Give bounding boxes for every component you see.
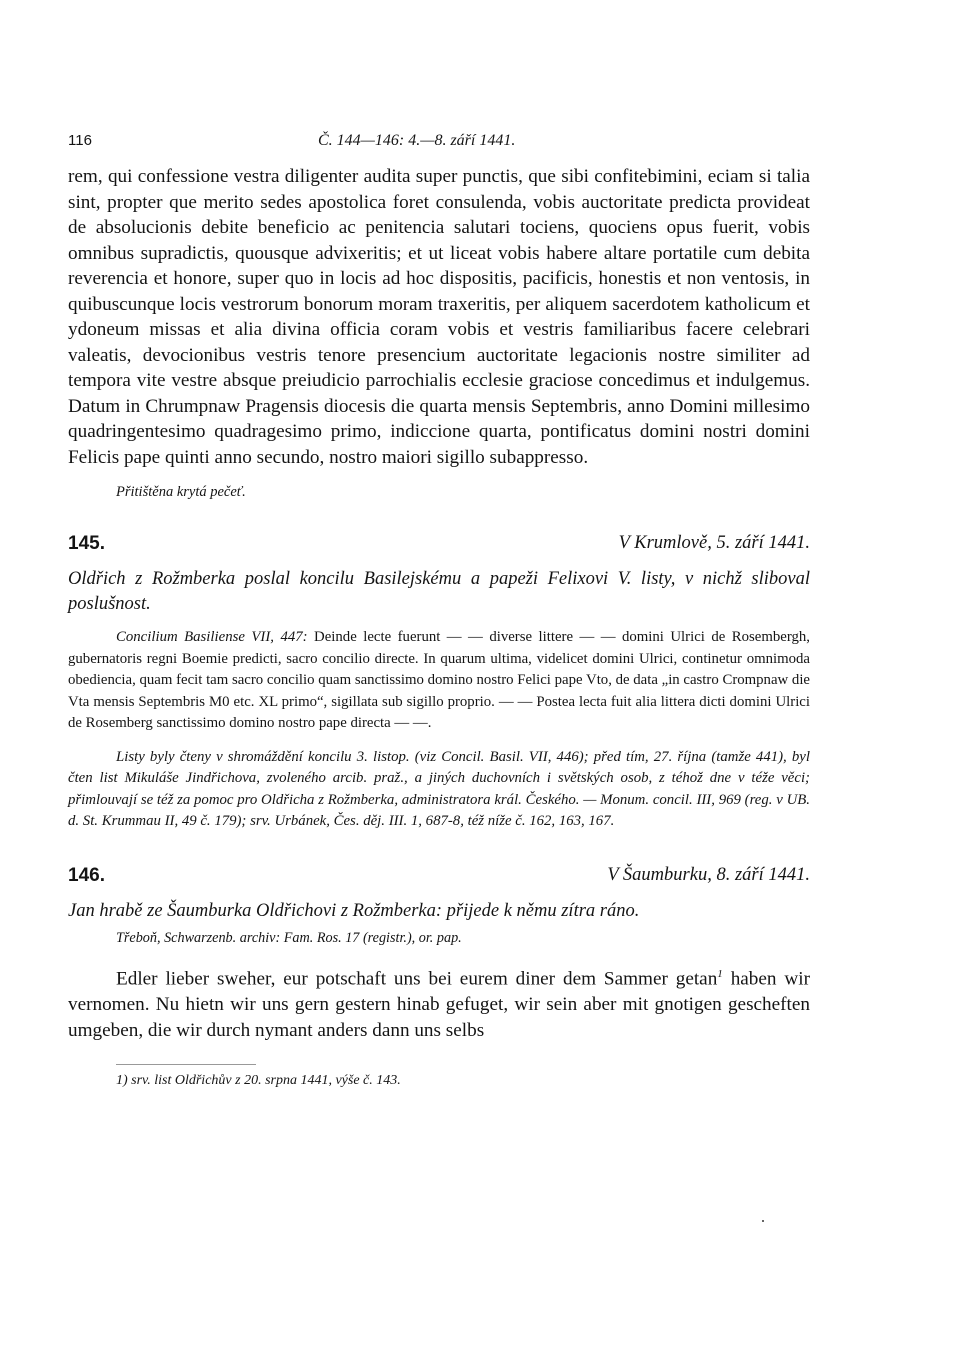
doc-146-title: Jan hrabě ze Šaumburka Oldřichovi z Rožmberka: přijede k němu zítra ráno. bbox=[68, 900, 640, 921]
doc-145-place-date: V Krumlově, 5. září 1441. bbox=[618, 533, 810, 553]
doc-145-heading bbox=[68, 533, 810, 561]
doc-146-letter-part1: Edler lieber sweher, eur potschaft uns bei eurem diner dem Sammer getan bbox=[116, 967, 718, 989]
doc-146-archive-note: Třeboň, Schwarzenb. archiv: Fam. Ros. 17 (registr.), or. pap. bbox=[116, 929, 462, 946]
doc-145-source-label: Concilium Basiliense VII, 447: bbox=[116, 629, 308, 645]
doc-146-number: 146. bbox=[68, 864, 105, 886]
doc-145-source-text: Deinde lecte fuerunt — — diverse littere — — domini Ulrici de Rosembergh, gubernatoris regni Boemie predicti, sacro concilio directe. In quarum ultima, videlicet domini Ulrici, continetur omnimoda obediencia, quam fecit tam sacro concilio quam sanctissimo domino nostro Felici pape Vto, de data „in castro Crompnaw die Vta mensis Septembris M0 etc. XL primo“, sigillata sub sigillo proprio. — — Postea lecta fuit alia littera dicti domini Ulrici de Rosemberg sanctissimo domino nostro pape directa — —. bbox=[68, 629, 810, 731]
running-header bbox=[68, 128, 810, 158]
footnote-divider bbox=[116, 1064, 256, 1065]
doc-145-commentary: Listy byly čteny v shromáždění koncilu 3. listop. (viz Concil. Basil. VII, 446); před tím, 27. října (tamže 441), byl čten list Mikuláše Jindřichova, zvoleného arcib. praž., a jiných duchovních i světských osob, z téhož dne v téže věci; přimlouvají se též za pomoc pro Oldřicha z Rožmberka, administratora král. Českého. — Monum. concil. III, 969 (reg. v UB. d. St. Krummau II, 49 č. 179); srv. Urbánek, Čes. děj. III. 1, 687-8, též níže č. 162, 163, 167. bbox=[68, 748, 810, 829]
document-page bbox=[68, 128, 810, 1089]
doc-146-letter bbox=[68, 961, 810, 1044]
doc-145-number: 145. bbox=[68, 533, 105, 554]
stray-dot-mark bbox=[762, 1220, 764, 1222]
doc-146-letter-part2: haben wir vernomen. Nu hietn wir uns gern gestern hinab gefuget, wir sein aber mit gnotigen gescheften umgeben, die wir durch nymant anders dann uns selbs bbox=[68, 967, 810, 1041]
footnote-1: 1) srv. list Oldřichův z 20. srpna 1441, výše č. 143. bbox=[116, 1072, 401, 1088]
doc-144-seal-note: Přitištěna krytá pečeť. bbox=[116, 484, 246, 500]
doc-146-place-date: V Šaumburku, 8. září 1441. bbox=[607, 864, 810, 885]
page-number: 116 bbox=[68, 132, 92, 149]
doc-146-heading bbox=[68, 865, 810, 893]
footnote-reference[interactable]: 1 bbox=[717, 967, 723, 980]
doc-145-source bbox=[68, 627, 810, 735]
doc-144-body: rem, qui confessione vestra diligenter audita super punctis, que sibi confitebimini, eciam si talia sint, propter que merito sedes apostolica foret consulenda, vobis auctoritate predicta provideat de absolucionis debite beneficio ac penitencia salutari tociens, quociens opus fuerit, vobis omnibus supradictis, quousque advixeritis; et ut liceat vobis habere altare portatile cum debita reverencia et honore, super quo in locis ad hoc dispositis, pacificis, honestis et non ventosis, in quibuscunque locis vestrorum bonorum moram traxeritis, per aliquem sacerdotem katholicum et ydoneum missas et alia divina officia coram vobis et vestris familiaribus facere celebrari valeatis, devocionibus vestris tenore presencium auctoritate legacionis nostre similiter ad tempora vite vestre absque preiudicio parrochialis ecclesie graciose concedimus et indulgemus. Datum in Chrumpnaw Pragensis diocesis die quarta mensis Septembris, anno Domini millesimo quadringentesimo quadragesimo primo, indiccione quarta, pontificatus domini nostri domini Felicis pape quinti anno secundo, nostro maiori sigillo subappresso. bbox=[68, 166, 810, 468]
running-title: Č. 144—146: 4.—8. září 1441. bbox=[318, 132, 516, 149]
doc-145-title: Oldřich z Rožmberka poslal koncilu Basilejskému a papeži Felixovi V. listy, v nichž sliboval poslušnost. bbox=[68, 569, 810, 614]
